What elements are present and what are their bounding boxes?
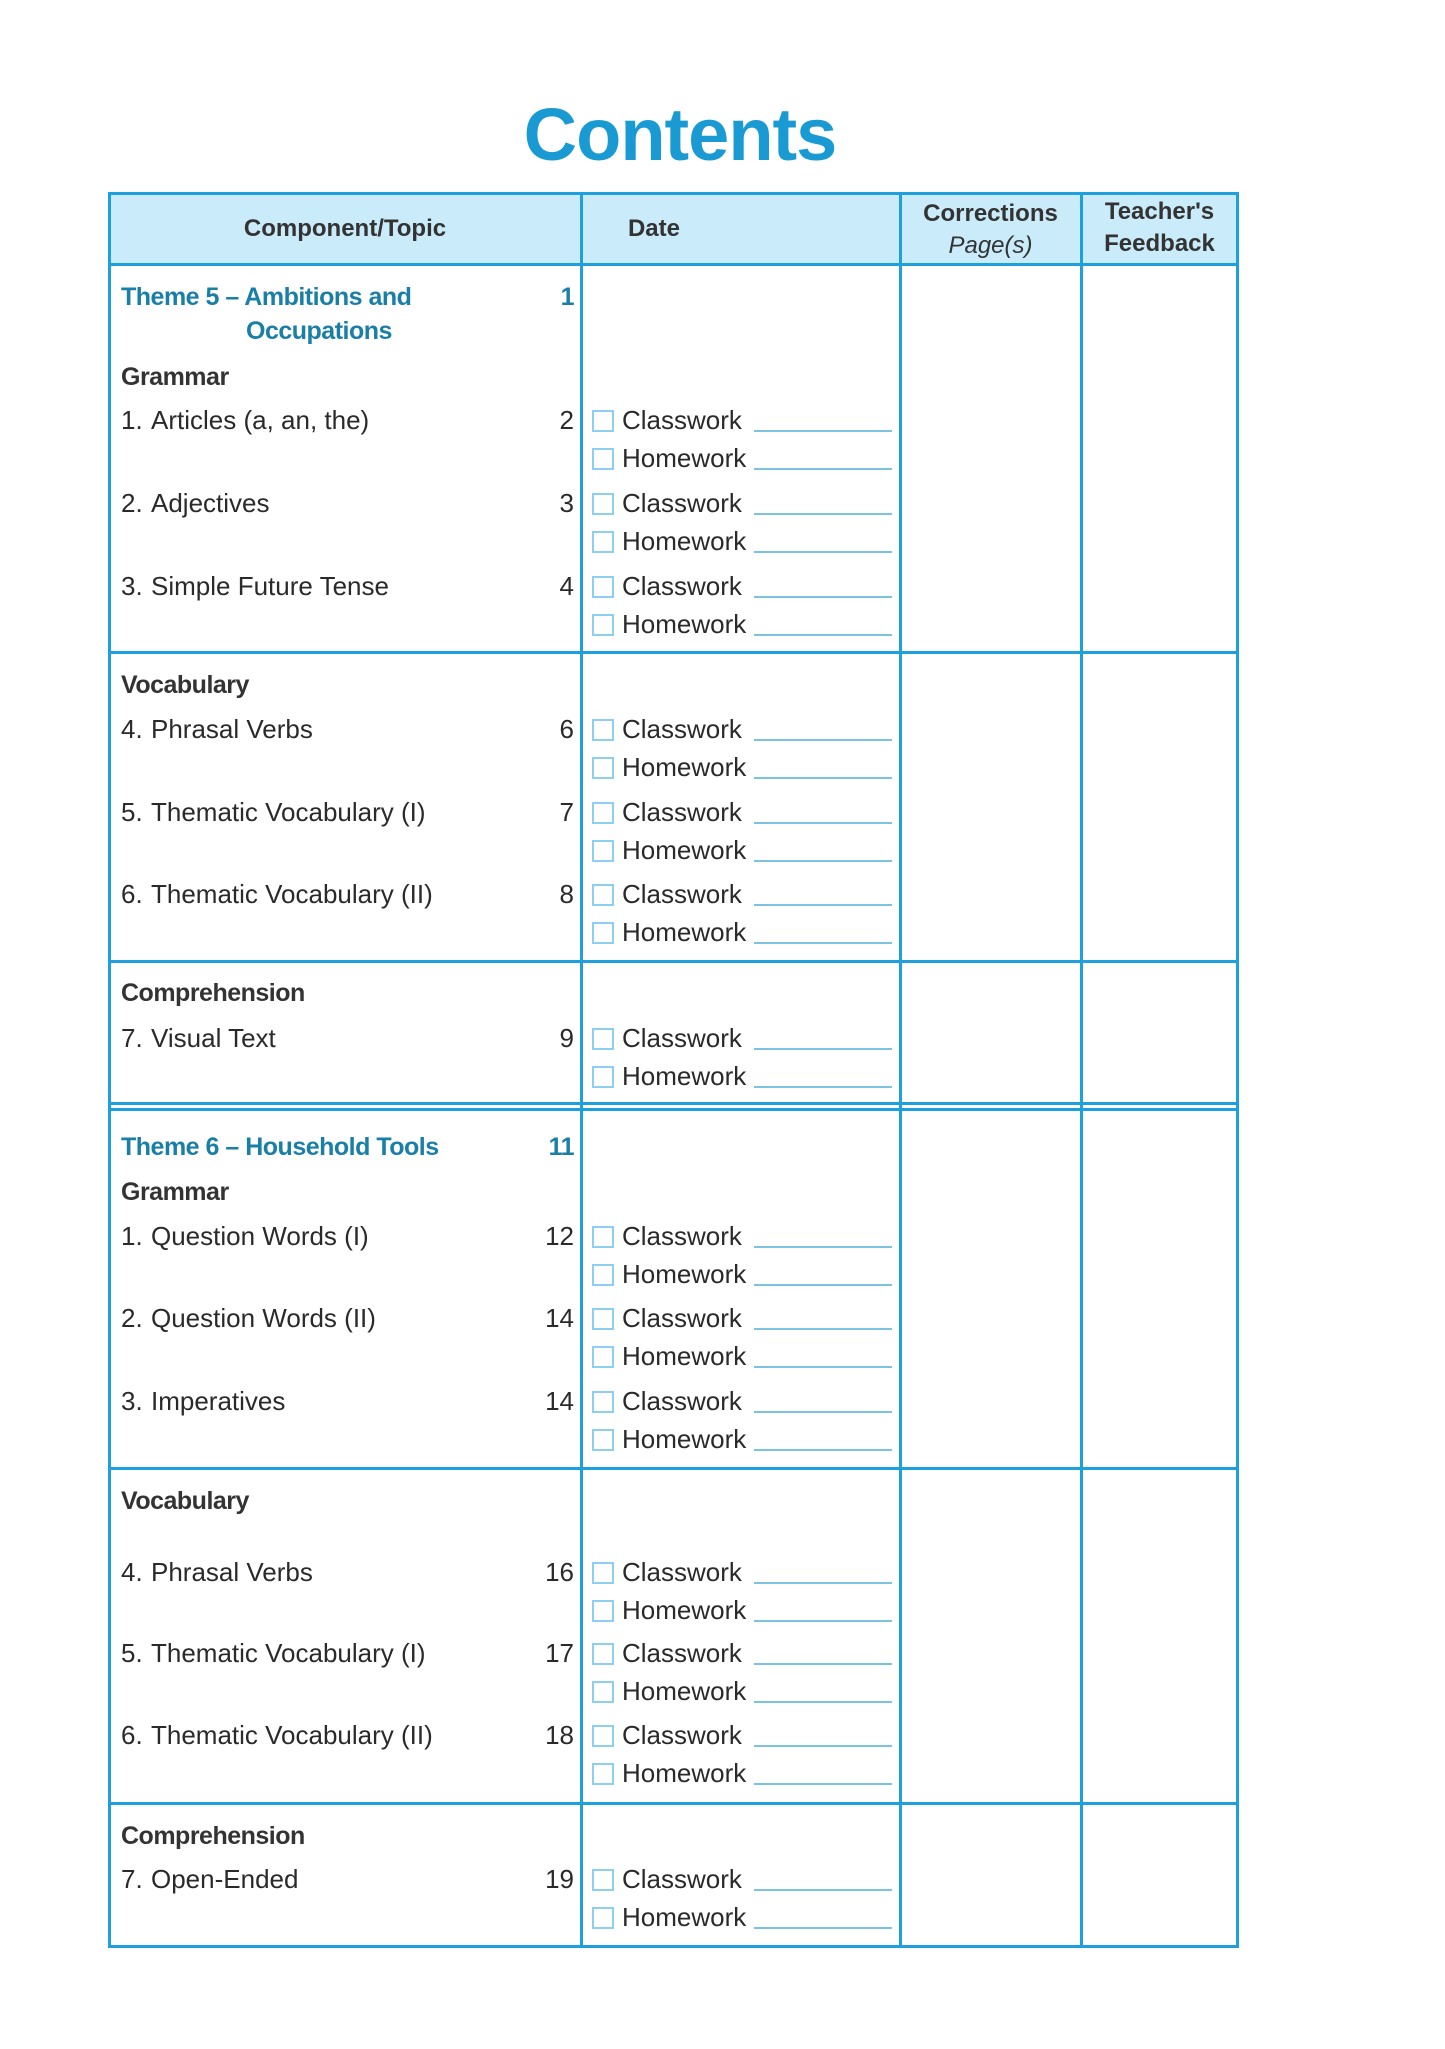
homework-date-line[interactable] <box>754 860 892 862</box>
item-label[interactable]: Simple Future Tense <box>151 571 389 601</box>
classwork-checkbox[interactable] <box>592 576 614 598</box>
header-feedback-line2: Feedback <box>1104 230 1215 257</box>
theme-title: Theme 6 – Household Tools <box>121 1133 439 1161</box>
header-corrections-title: Corrections <box>923 200 1058 227</box>
item-number: 5. <box>121 1638 143 1668</box>
item-label[interactable]: Articles (a, an, the) <box>151 405 370 435</box>
row-divider <box>108 960 1239 963</box>
section-heading: Grammar <box>121 363 229 391</box>
item-label[interactable]: Question Words (II) <box>151 1303 376 1333</box>
classwork-date-line[interactable] <box>754 1889 892 1891</box>
item-number: 4. <box>121 714 143 744</box>
item-page: 19 <box>545 1864 574 1894</box>
classwork-label: Classwork <box>622 571 742 601</box>
row-divider <box>108 1108 1239 1111</box>
homework-label: Homework <box>622 1595 747 1625</box>
item-label[interactable]: Thematic Vocabulary (II) <box>151 1720 433 1750</box>
homework-label: Homework <box>622 443 747 473</box>
item-number: 6. <box>121 879 143 909</box>
classwork-checkbox[interactable] <box>592 1391 614 1413</box>
section-heading: Comprehension <box>121 979 305 1007</box>
header-date: Date <box>627 215 680 242</box>
row-divider <box>108 192 1239 195</box>
classwork-checkbox[interactable] <box>592 802 614 824</box>
item-page: 6 <box>559 714 574 744</box>
header-corrections <box>900 198 1081 262</box>
classwork-label: Classwork <box>622 1864 742 1894</box>
classwork-label: Classwork <box>622 488 742 518</box>
header-corrections-sub: Page(s) <box>948 232 1033 259</box>
classwork-checkbox[interactable] <box>592 1028 614 1050</box>
row-divider <box>108 651 1239 654</box>
item-label[interactable]: Visual Text <box>151 1023 276 1053</box>
classwork-checkbox[interactable] <box>592 1725 614 1747</box>
classwork-label: Classwork <box>622 797 742 827</box>
item-page: 16 <box>545 1557 574 1587</box>
classwork-checkbox[interactable] <box>592 719 614 741</box>
classwork-checkbox[interactable] <box>592 1869 614 1891</box>
item-label[interactable]: Imperatives <box>151 1386 286 1416</box>
homework-date-line[interactable] <box>754 468 892 470</box>
homework-checkbox[interactable] <box>592 1763 614 1785</box>
item-number: 3. <box>121 571 143 601</box>
homework-label: Homework <box>622 1758 747 1788</box>
homework-checkbox[interactable] <box>592 448 614 470</box>
homework-label: Homework <box>622 1424 747 1454</box>
classwork-label: Classwork <box>622 405 742 435</box>
homework-checkbox[interactable] <box>592 614 614 636</box>
classwork-date-line[interactable] <box>754 822 892 824</box>
classwork-label: Classwork <box>622 1638 742 1668</box>
column-divider <box>108 192 111 1948</box>
theme-title: Theme 5 – Ambitions and <box>121 283 412 311</box>
section-heading: Vocabulary <box>121 1487 249 1515</box>
homework-date-line[interactable] <box>754 1086 892 1088</box>
homework-checkbox[interactable] <box>592 922 614 944</box>
item-label[interactable]: Adjectives <box>151 488 270 518</box>
classwork-date-line[interactable] <box>754 739 892 741</box>
item-page: 3 <box>559 488 574 518</box>
classwork-checkbox[interactable] <box>592 493 614 515</box>
classwork-checkbox[interactable] <box>592 1226 614 1248</box>
homework-checkbox[interactable] <box>592 1907 614 1929</box>
item-number: 2. <box>121 488 143 518</box>
classwork-label: Classwork <box>622 714 742 744</box>
item-page: 9 <box>559 1023 574 1053</box>
item-page: 8 <box>559 879 574 909</box>
theme-page: 1 <box>560 283 574 311</box>
header-feedback-line1: Teacher's <box>1104 198 1215 225</box>
classwork-date-line[interactable] <box>754 1328 892 1330</box>
homework-checkbox[interactable] <box>592 1264 614 1286</box>
homework-checkbox[interactable] <box>592 1066 614 1088</box>
item-page: 2 <box>559 405 574 435</box>
item-number: 1. <box>121 405 143 435</box>
column-divider <box>1080 192 1083 1948</box>
homework-checkbox[interactable] <box>592 1346 614 1368</box>
homework-date-line[interactable] <box>754 942 892 944</box>
homework-label: Homework <box>622 1676 747 1706</box>
column-divider <box>899 192 902 1948</box>
homework-date-line[interactable] <box>754 1620 892 1622</box>
homework-label: Homework <box>622 609 747 639</box>
homework-label: Homework <box>622 1061 747 1091</box>
classwork-date-line[interactable] <box>754 904 892 906</box>
item-number: 7. <box>121 1023 143 1053</box>
classwork-date-line[interactable] <box>754 513 892 515</box>
item-page: 17 <box>545 1638 574 1668</box>
homework-date-line[interactable] <box>754 551 892 553</box>
classwork-date-line[interactable] <box>754 1582 892 1584</box>
homework-date-line[interactable] <box>754 1366 892 1368</box>
classwork-label: Classwork <box>622 1386 742 1416</box>
header-topic: Component/Topic <box>243 215 447 242</box>
classwork-label: Classwork <box>622 1557 742 1587</box>
row-divider <box>108 1945 1239 1948</box>
classwork-checkbox[interactable] <box>592 1643 614 1665</box>
homework-date-line[interactable] <box>754 634 892 636</box>
homework-label: Homework <box>622 526 747 556</box>
section-heading: Grammar <box>121 1178 229 1206</box>
classwork-label: Classwork <box>622 1023 742 1053</box>
homework-date-line[interactable] <box>754 1701 892 1703</box>
classwork-label: Classwork <box>622 1720 742 1750</box>
homework-date-line[interactable] <box>754 1284 892 1286</box>
item-number: 2. <box>121 1303 143 1333</box>
classwork-checkbox[interactable] <box>592 410 614 432</box>
classwork-checkbox[interactable] <box>592 884 614 906</box>
item-page: 4 <box>559 571 574 601</box>
section-heading: Comprehension <box>121 1822 305 1850</box>
column-divider <box>1236 192 1239 1948</box>
homework-label: Homework <box>622 1902 747 1932</box>
row-divider <box>108 263 1239 266</box>
homework-date-line[interactable] <box>754 1783 892 1785</box>
item-label[interactable]: Thematic Vocabulary (II) <box>151 879 433 909</box>
item-number: 7. <box>121 1864 143 1894</box>
classwork-date-line[interactable] <box>754 1745 892 1747</box>
row-divider <box>108 1802 1239 1805</box>
homework-date-line[interactable] <box>754 1927 892 1929</box>
item-page: 14 <box>545 1386 574 1416</box>
homework-checkbox[interactable] <box>592 1600 614 1622</box>
item-number: 3. <box>121 1386 143 1416</box>
item-label[interactable]: Question Words (I) <box>151 1221 369 1251</box>
theme-page: 11 <box>548 1133 574 1161</box>
classwork-date-line[interactable] <box>754 1411 892 1413</box>
item-number: 1. <box>121 1221 143 1251</box>
classwork-date-line[interactable] <box>754 430 892 432</box>
homework-checkbox[interactable] <box>592 757 614 779</box>
item-label[interactable]: Open-Ended <box>151 1864 299 1894</box>
homework-checkbox[interactable] <box>592 840 614 862</box>
column-divider <box>580 192 583 1948</box>
item-label[interactable]: Thematic Vocabulary (I) <box>151 797 426 827</box>
homework-label: Homework <box>622 835 747 865</box>
item-label[interactable]: Thematic Vocabulary (I) <box>151 1638 426 1668</box>
item-page: 14 <box>545 1303 574 1333</box>
homework-label: Homework <box>622 917 747 947</box>
item-number: 5. <box>121 797 143 827</box>
row-divider <box>108 1102 1239 1105</box>
item-label[interactable]: Phrasal Verbs <box>151 714 313 744</box>
homework-label: Homework <box>622 1259 747 1289</box>
classwork-label: Classwork <box>622 1221 742 1251</box>
item-label[interactable]: Phrasal Verbs <box>151 1557 313 1587</box>
homework-date-line[interactable] <box>754 777 892 779</box>
item-page: 12 <box>545 1221 574 1251</box>
item-number: 4. <box>121 1557 143 1587</box>
classwork-date-line[interactable] <box>754 1048 892 1050</box>
row-divider <box>108 1467 1239 1470</box>
classwork-date-line[interactable] <box>754 1246 892 1248</box>
classwork-checkbox[interactable] <box>592 1562 614 1584</box>
item-number: 6. <box>121 1720 143 1750</box>
homework-checkbox[interactable] <box>592 1429 614 1451</box>
header-feedback <box>1081 196 1238 260</box>
homework-date-line[interactable] <box>754 1449 892 1451</box>
homework-checkbox[interactable] <box>592 531 614 553</box>
homework-label: Homework <box>622 752 747 782</box>
classwork-label: Classwork <box>622 879 742 909</box>
item-page: 18 <box>545 1720 574 1750</box>
classwork-date-line[interactable] <box>754 596 892 598</box>
section-heading: Vocabulary <box>121 671 249 699</box>
classwork-date-line[interactable] <box>754 1663 892 1665</box>
item-page: 7 <box>559 797 574 827</box>
page-title: Contents <box>523 93 837 176</box>
classwork-label: Classwork <box>622 1303 742 1333</box>
theme-title-line2: Occupations <box>246 317 392 345</box>
homework-checkbox[interactable] <box>592 1681 614 1703</box>
classwork-checkbox[interactable] <box>592 1308 614 1330</box>
homework-label: Homework <box>622 1341 747 1371</box>
